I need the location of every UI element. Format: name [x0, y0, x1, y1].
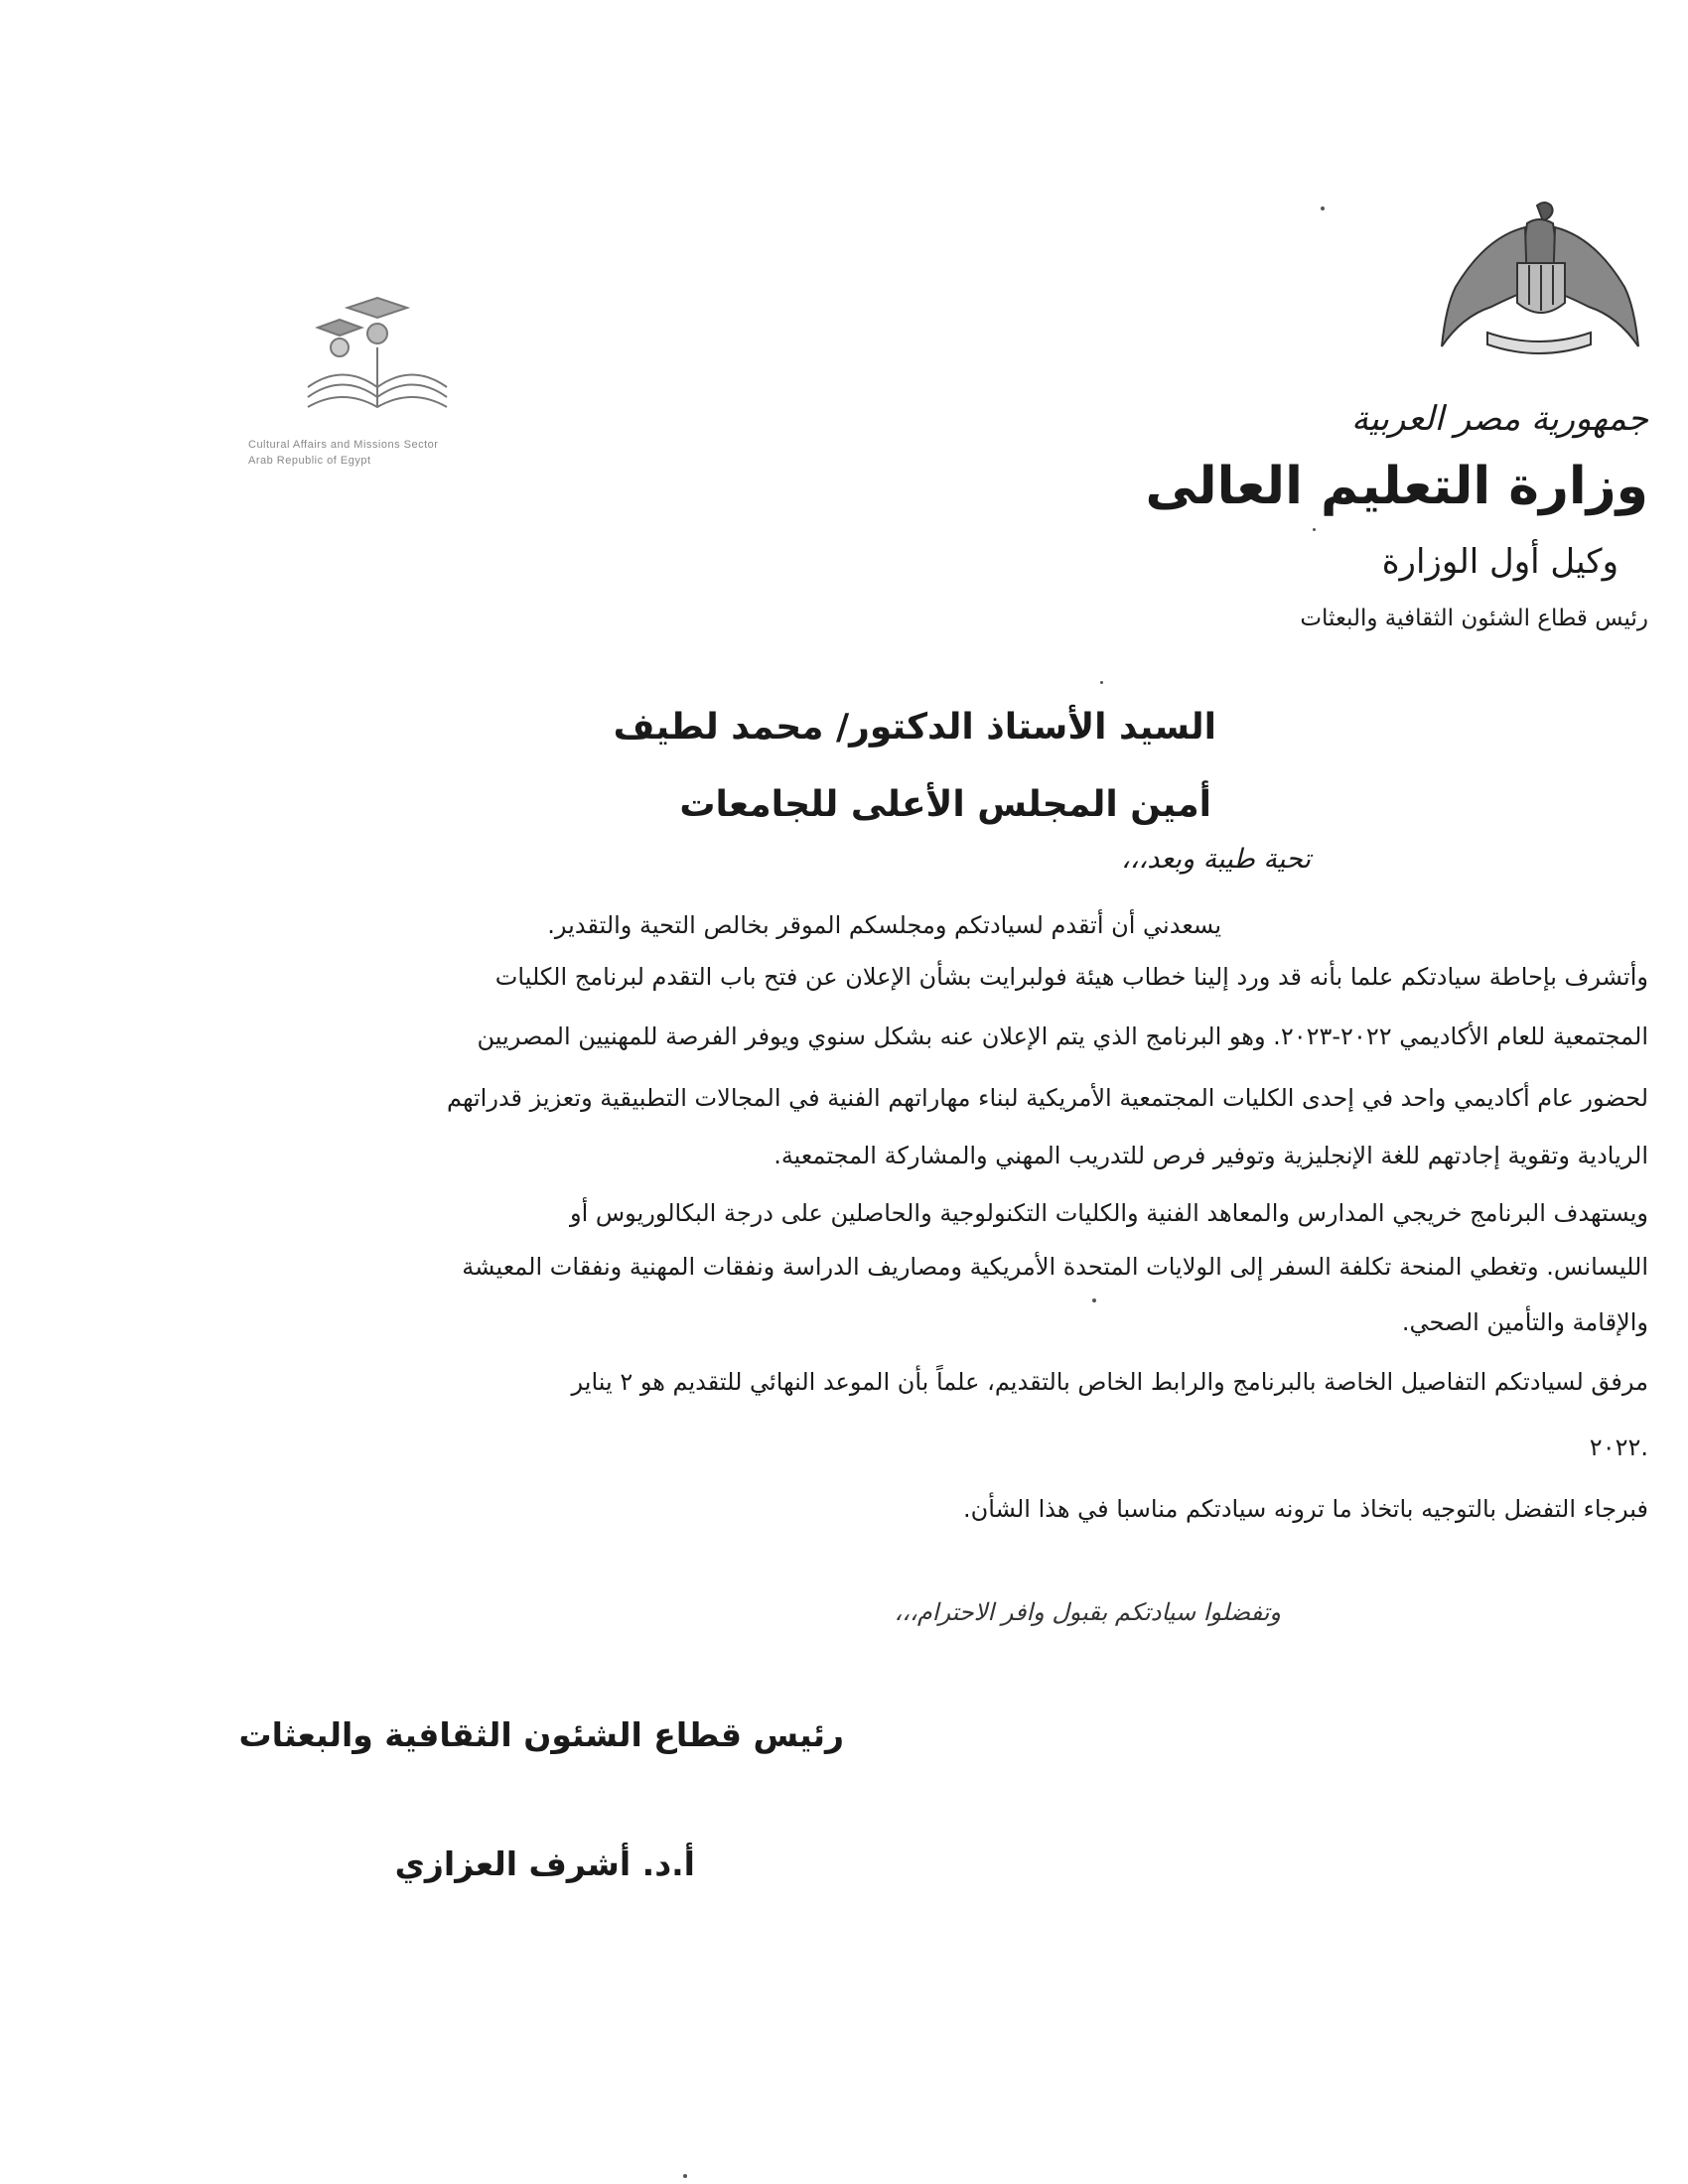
addressee-name: السيد الأستاذ الدكتور/ محمد لطيف — [613, 707, 1216, 748]
body-line: الليسانس. وتغطي المنحة تكلفة السفر إلى الولايات المتحدة الأمريكية ومصاريف الدراسة ونفقات المهنية ونفقات المعيشة — [462, 1253, 1648, 1281]
body-line: مرفق لسيادتكم التفاصيل الخاصة بالبرنامج والرابط الخاص بالتقديم، علماً بأن الموعد النهائي للتقديم هو ٢ يناير — [571, 1368, 1648, 1396]
greeting: تحية طيبة وبعد،،، — [1121, 844, 1311, 875]
body-line: المجتمعية للعام الأكاديمي ٢٠٢٢-٢٠٢٣. وهو البرنامج الذي يتم الإعلان عنه بشكل سنوي ويوفر الفرصة للمهنيين المصريين — [477, 1023, 1648, 1050]
scan-speck — [1321, 206, 1325, 210]
eagle-emblem-icon — [1410, 194, 1668, 372]
addressee-title: أمين المجلس الأعلى للجامعات — [679, 784, 1211, 825]
body-line: وأتشرف بإحاطة سيادتكم علما بأنه قد ورد إلينا خطاب هيئة فولبرايت بشأن الإعلان عن فتح باب التقدم لبرنامج الكليات — [494, 963, 1648, 991]
body-line: والإقامة والتأمين الصحي. — [1401, 1308, 1648, 1336]
sector-title: رئيس قطاع الشئون الثقافية والبعثات — [1300, 606, 1648, 631]
body-line: الريادية وتقوية إجادتهم للغة الإنجليزية وتوفير فرص للتدريب المهني والمشاركة المجتمعية. — [774, 1142, 1648, 1169]
scan-speck — [1092, 1298, 1096, 1302]
closing-line: وتفضلوا سيادتكم بقبول وافر الاحترام،،، — [894, 1598, 1281, 1626]
body-line: يسعدني أن أتقدم لسيادتكم ومجلسكم الموقر بخالص التحية والتقدير. — [547, 911, 1221, 939]
signature-title: رئيس قطاع الشئون الثقافية والبعثات — [238, 1715, 844, 1754]
graduation-book-logo-icon — [278, 288, 477, 437]
signature-name: أ.د. أشرف العزازي — [394, 1844, 695, 1883]
body-line: ويستهدف البرنامج خريجي المدارس والمعاهد الفنية والكليات التكنولوجية والحاصلين على درجة البكالوريوس أو — [569, 1199, 1648, 1227]
ministry-name: وزارة التعليم العالى — [1145, 457, 1648, 516]
scan-speck — [683, 2174, 687, 2178]
body-line: فبرجاء التفضل بالتوجيه باتخاذ ما ترونه سيادتكم مناسبا في هذا الشأن. — [963, 1495, 1648, 1523]
republic-name: جمهورية مصر العربية — [1350, 399, 1648, 439]
logo-caption-line2: Arab Republic of Egypt — [248, 455, 371, 467]
deputy-title: وكيل أول الوزارة — [1381, 542, 1618, 582]
scan-speck — [1100, 681, 1103, 684]
body-line: لحضور عام أكاديمي واحد في إحدى الكليات المجتمعية الأمريكية لبناء مهاراتهم الفنية في المجالات التطبيقية وتعزيز قدراتهم — [446, 1084, 1648, 1112]
body-line: ٢٠٢٢. — [1589, 1433, 1648, 1461]
scan-speck — [1313, 528, 1316, 531]
logo-caption-line1: Cultural Affairs and Missions Sector — [248, 439, 439, 451]
